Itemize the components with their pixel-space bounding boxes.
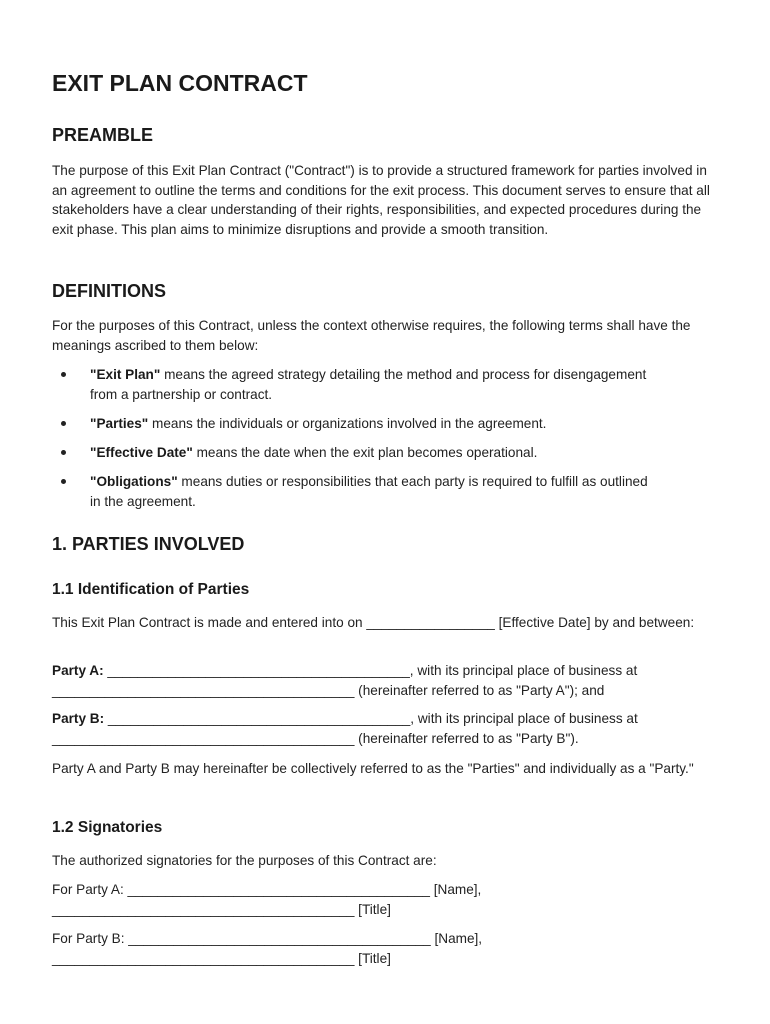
signatory-a-title-line: ________________________________________ [Title]	[52, 901, 391, 917]
definition-term: "Effective Date"	[90, 445, 193, 460]
bullet-icon	[61, 372, 66, 377]
party-a-clause	[52, 661, 720, 700]
bullet-icon	[61, 421, 66, 426]
signatory-b-title-line: ________________________________________ [Title]	[52, 950, 391, 966]
party-b-clause	[52, 709, 720, 748]
signatories-heading: 1.2 Signatories	[52, 819, 163, 836]
party-a-text: ________________________________________, with its principal place of business at ________________________________________ (hereinafter referred to as "Party A"); and	[52, 663, 638, 698]
signatory-a-name-line: For Party A: ________________________________________ [Name],	[52, 882, 482, 897]
definition-term: "Exit Plan"	[90, 367, 161, 382]
definition-term: "Parties"	[90, 416, 149, 431]
party-b-text: ________________________________________, with its principal place of business at ________________________________________ (hereinafter referred to as "Party B").	[52, 711, 638, 746]
collective-reference: Party A and Party B may hereinafter be collectively referred to as the "Parties" and individually as a "Party."	[52, 761, 694, 776]
parties-heading: 1. PARTIES INVOLVED	[52, 534, 245, 554]
document-title: EXIT PLAN CONTRACT	[52, 70, 308, 96]
signatory-party-b	[52, 929, 720, 968]
preamble-heading: PREAMBLE	[52, 125, 154, 145]
definitions-heading: DEFINITIONS	[52, 281, 167, 301]
party-a-label: Party A:	[52, 663, 104, 678]
bullet-icon	[61, 479, 66, 484]
preamble-text: The purpose of this Exit Plan Contract ("Contract") is to provide a structured framework for parties involved in an agreement to outline the terms and conditions for the exit process. This document serves to ensure that all stakeholders have a clear understanding of their rights, responsibilities, and expected procedures during the exit phase. This plan aims to minimize disruptions and provide a smooth transition.	[52, 163, 710, 237]
identification-intro: This Exit Plan Contract is made and entered into on _________________ [Effective Date] by and between:	[52, 615, 695, 630]
definition-text: means the date when the exit plan becomes operational.	[192, 445, 538, 460]
definition-text: means the individuals or organizations involved in the agreement.	[148, 416, 547, 431]
identification-heading: 1.1 Identification of Parties	[52, 581, 250, 598]
definition-text: means duties or responsibilities that each party is required to fulfill as outlined in the agreement.	[90, 474, 648, 509]
signatories-intro: The authorized signatories for the purposes of this Contract are:	[52, 853, 437, 868]
bullet-icon	[61, 450, 66, 455]
signatory-b-name-line: For Party B: ________________________________________ [Name],	[52, 931, 483, 946]
signatory-party-a	[52, 880, 720, 919]
definition-term: "Obligations"	[90, 474, 178, 489]
definitions-intro: For the purposes of this Contract, unless the context otherwise requires, the following terms shall have the meanings ascribed to them below:	[52, 318, 691, 353]
definition-text: means the agreed strategy detailing the method and process for disengagement from a partnership or contract.	[90, 367, 647, 402]
party-b-label: Party B:	[52, 711, 105, 726]
